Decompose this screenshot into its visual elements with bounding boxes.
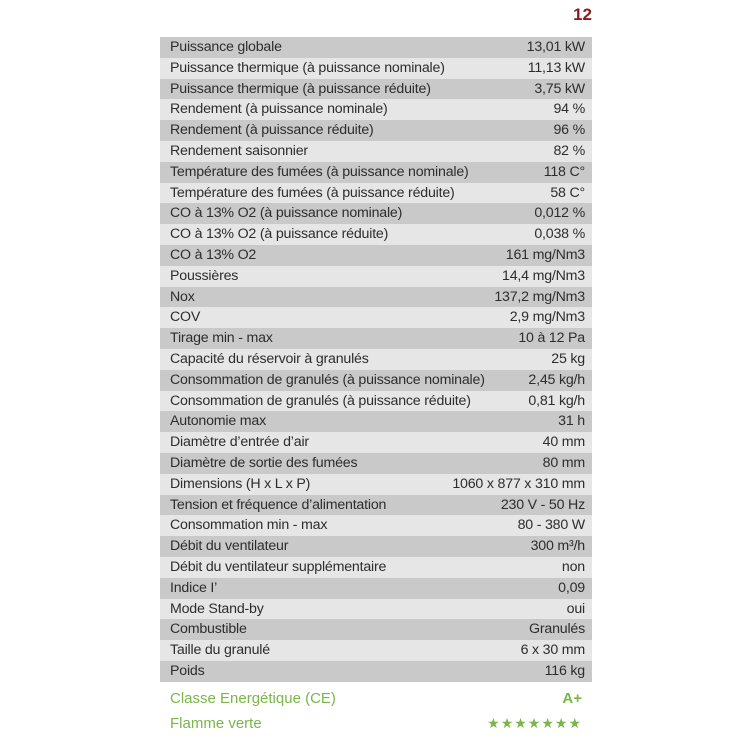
spec-row — [160, 557, 592, 578]
spec-row — [160, 287, 592, 308]
spec-row — [160, 162, 592, 183]
spec-table — [160, 37, 592, 682]
spec-label: Tirage min - max — [170, 330, 273, 347]
spec-value: 300 m³/h — [530, 538, 585, 555]
spec-value: 161 mg/Nm3 — [505, 246, 585, 263]
spec-row — [160, 203, 592, 224]
spec-row — [160, 370, 592, 391]
spec-value: 13,01 kW — [526, 39, 585, 55]
spec-label: Rendement (à puissance réduite) — [170, 122, 374, 139]
spec-row — [160, 432, 592, 453]
spec-value: 80 - 380 W — [517, 517, 585, 534]
spec-label: COV — [170, 309, 201, 326]
model-number: 12 — [573, 5, 592, 24]
spec-value: 10 à 12 Pa — [518, 330, 585, 347]
spec-label: Nox — [170, 288, 195, 305]
spec-value: 118 C° — [543, 163, 585, 180]
spec-value: 58 C° — [550, 184, 585, 201]
spec-row — [160, 307, 592, 328]
spec-row — [160, 183, 592, 204]
spec-value: 1060 x 877 x 310 mm — [452, 475, 585, 492]
spec-row — [160, 391, 592, 412]
spec-row — [160, 453, 592, 474]
spec-label: CO à 13% O2 (à puissance nominale) — [170, 205, 403, 222]
spec-value: 0,81 kg/h — [528, 392, 585, 409]
spec-row — [160, 120, 592, 141]
spec-value: 82 % — [553, 142, 585, 159]
spec-label: Taille du granulé — [170, 642, 270, 659]
spec-label: CO à 13% O2 — [170, 246, 257, 263]
energy-class-label: Classe Energétique (CE) — [170, 690, 336, 707]
spec-label: CO à 13% O2 (à puissance réduite) — [170, 226, 389, 243]
spec-row — [160, 266, 592, 287]
spec-row — [160, 99, 592, 120]
spec-label: Débit du ventilateur supplémentaire — [170, 558, 387, 575]
spec-row — [160, 661, 592, 682]
spec-label: Température des fumées (à puissance nominale) — [170, 163, 469, 180]
spec-label: Puissance thermique (à puissance nominale) — [170, 59, 445, 76]
star-icons: ★★★★★★★ — [487, 715, 582, 731]
spec-label: Tension et fréquence d’alimentation — [170, 496, 387, 513]
spec-label: Débit du ventilateur — [170, 538, 289, 555]
spec-label: Température des fumées (à puissance réduite) — [170, 184, 455, 201]
spec-row — [160, 640, 592, 661]
spec-value: 25 kg — [551, 350, 585, 367]
spec-label: Mode Stand-by — [170, 600, 264, 617]
spec-value: 2,9 mg/Nm3 — [509, 309, 585, 326]
spec-row — [160, 474, 592, 495]
spec-value: 94 % — [553, 101, 585, 118]
spec-value: 31 h — [558, 413, 585, 430]
spec-label: Consommation min - max — [170, 517, 328, 534]
spec-row — [160, 349, 592, 370]
energy-class-value: A+ — [562, 690, 582, 707]
spec-label: Puissance thermique (à puissance réduite) — [170, 80, 431, 97]
spec-row — [160, 58, 592, 79]
spec-row — [160, 578, 592, 599]
spec-value: 96 % — [553, 122, 585, 139]
spec-label: Poids — [170, 662, 205, 679]
spec-value: non — [561, 558, 585, 575]
spec-value: 40 mm — [542, 434, 585, 451]
spec-row — [160, 619, 592, 640]
spec-value: 0,09 — [558, 579, 585, 596]
spec-label: Consommation de granulés (à puissance réduite) — [170, 392, 471, 409]
spec-label: Combustible — [170, 621, 247, 638]
spec-label: Rendement (à puissance nominale) — [170, 101, 388, 118]
spec-label: Rendement saisonnier — [170, 142, 308, 159]
spec-value: 137,2 mg/Nm3 — [494, 288, 585, 305]
spec-label: Dimensions (H x L x P) — [170, 475, 311, 492]
spec-row — [160, 599, 592, 620]
spec-row — [160, 495, 592, 516]
spec-value: 0,038 % — [534, 226, 585, 243]
spec-value: 80 mm — [542, 454, 585, 471]
spec-label: Consommation de granulés (à puissance nominale) — [170, 371, 485, 388]
spec-label: Puissance globale — [170, 39, 282, 55]
spec-row — [160, 79, 592, 100]
spec-label: Indice I’ — [170, 579, 218, 596]
spec-value: 2,45 kg/h — [528, 371, 585, 388]
spec-row — [160, 141, 592, 162]
spec-value: 14,4 mg/Nm3 — [502, 267, 585, 284]
spec-row — [160, 245, 592, 266]
spec-row — [160, 328, 592, 349]
spec-value: 11,13 kW — [527, 59, 585, 76]
flamme-verte-row — [160, 715, 592, 732]
spec-label: Capacité du réservoir à granulés — [170, 350, 369, 367]
spec-value: 230 V - 50 Hz — [500, 496, 585, 513]
spec-value: oui — [566, 600, 585, 617]
spec-value: 6 x 30 mm — [520, 642, 585, 659]
spec-value: 116 kg — [544, 662, 585, 679]
spec-value: 0,012 % — [534, 205, 585, 222]
spec-row — [160, 411, 592, 432]
spec-row — [160, 536, 592, 557]
spec-row — [160, 515, 592, 536]
spec-label: Diamètre de sortie des fumées — [170, 454, 358, 471]
energy-class-row — [160, 690, 592, 707]
spec-label: Autonomie max — [170, 413, 266, 430]
spec-value: 3,75 kW — [534, 80, 585, 97]
spec-label: Poussières — [170, 267, 239, 284]
spec-value: Granulés — [529, 621, 585, 638]
spec-label: Diamètre d’entrée d’air — [170, 434, 309, 451]
spec-row — [160, 224, 592, 245]
flamme-verte-label: Flamme verte — [170, 715, 262, 732]
spec-row — [160, 37, 592, 58]
